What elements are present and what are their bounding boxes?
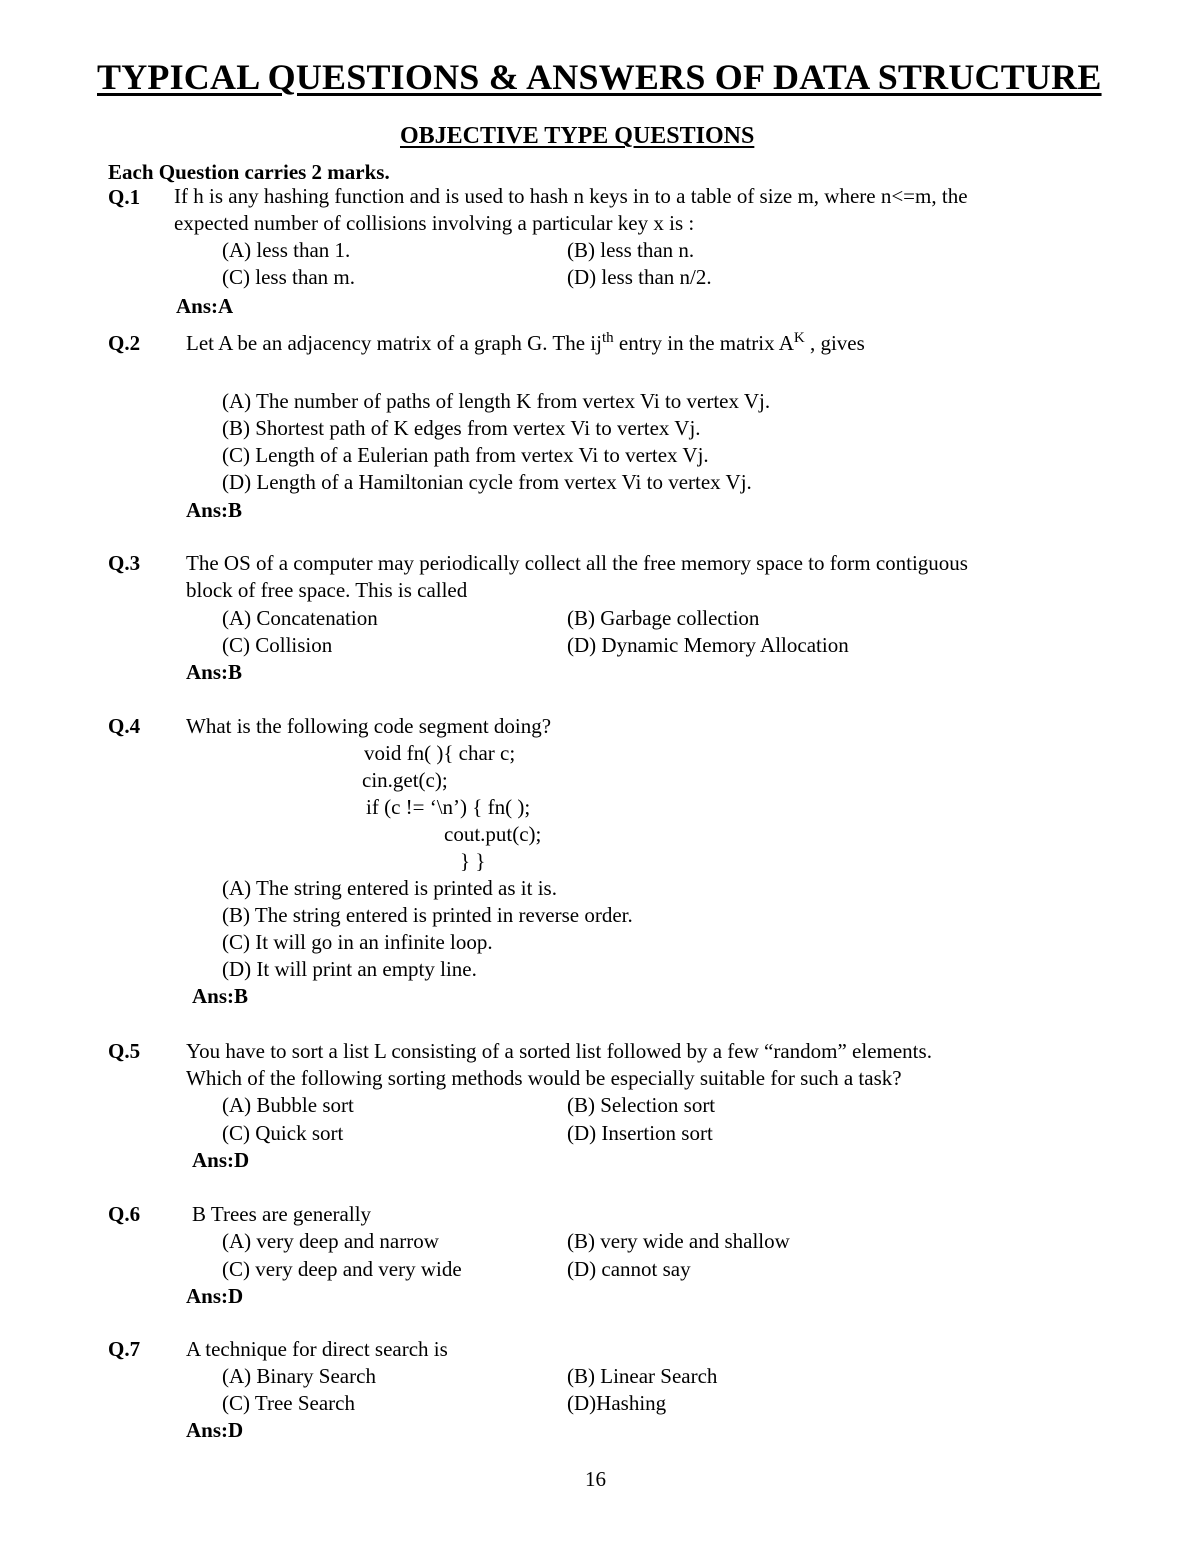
option-c	[222, 1256, 462, 1283]
question-label: Q.2	[108, 331, 141, 355]
answer: Ans:B	[186, 498, 243, 522]
option-c	[222, 264, 355, 291]
code-line: } }	[460, 849, 486, 873]
option-c	[222, 1390, 355, 1417]
option-text: less than m.	[255, 265, 355, 289]
option-text: Dynamic Memory Allocation	[601, 633, 849, 657]
option-text: less than n.	[600, 238, 695, 262]
option-a	[222, 388, 770, 415]
question-label: Q.6	[108, 1202, 141, 1226]
option-text: Hashing	[596, 1391, 667, 1415]
option-letter: (A)	[222, 876, 252, 900]
option-a	[222, 237, 350, 264]
option-letter: (D)	[567, 633, 597, 657]
option-d	[567, 264, 712, 291]
answer: Ans:D	[192, 1148, 250, 1172]
option-letter: (A)	[222, 389, 252, 413]
option-text: Garbage collection	[600, 606, 760, 630]
option-a	[222, 605, 378, 632]
option-text: Binary Search	[256, 1364, 376, 1388]
option-text: Selection sort	[600, 1093, 716, 1117]
option-text: The number of paths of length K from vertex Vi to vertex Vj.	[256, 389, 771, 413]
question-label: Q.3	[108, 551, 141, 575]
option-text: Insertion sort	[601, 1121, 713, 1145]
option-b	[567, 1228, 790, 1255]
option-a	[222, 1228, 439, 1255]
option-d	[567, 1256, 691, 1283]
option-b	[567, 1363, 717, 1390]
option-letter: (D)	[567, 1121, 597, 1145]
question-text-line: A technique for direct search is	[186, 1337, 448, 1361]
question-text-line: expected number of collisions involving a particular key x is :	[174, 211, 695, 235]
answer: Ans:D	[186, 1418, 244, 1442]
option-d	[222, 956, 477, 983]
option-d	[567, 1390, 666, 1417]
option-letter: (C)	[222, 1257, 250, 1281]
superscript: K	[793, 330, 805, 346]
option-a	[222, 875, 557, 902]
option-b	[222, 902, 633, 929]
option-text: very deep and very wide	[255, 1257, 462, 1281]
question-label: Q.5	[108, 1039, 141, 1063]
option-a	[222, 1092, 354, 1119]
section-heading: OBJECTIVE TYPE QUESTIONS	[400, 123, 755, 149]
question-text-line: B Trees are generally	[192, 1202, 372, 1226]
question-text-part: , gives	[804, 331, 865, 355]
superscript: th	[601, 330, 614, 346]
page-number: 16	[585, 1467, 606, 1491]
answer: Ans:B	[186, 660, 243, 684]
option-letter: (D)	[567, 1257, 597, 1281]
question-text-line: You have to sort a list L consisting of a sorted list followed by a few “random” elements.	[186, 1039, 932, 1063]
option-letter: (C)	[222, 1121, 250, 1145]
option-text: The string entered is printed in reverse order.	[254, 903, 633, 927]
question-text-line	[186, 330, 865, 357]
option-text: Collision	[255, 633, 333, 657]
option-a	[222, 1363, 376, 1390]
option-text: It will go in an infinite loop.	[255, 930, 493, 954]
option-letter: (A)	[222, 1364, 252, 1388]
option-letter: (D)	[222, 470, 252, 494]
option-letter: (C)	[222, 265, 250, 289]
option-c	[222, 442, 709, 469]
question-text-part: Let A be an adjacency matrix of a graph G. The ij	[186, 331, 602, 355]
question-text-line: Which of the following sorting methods would be especially suitable for such a task?	[186, 1066, 902, 1090]
option-letter: (A)	[222, 606, 252, 630]
question-text-line: If h is any hashing function and is used to hash n keys in to a table of size m, where n<=m, the	[174, 184, 968, 208]
option-text: It will print an empty line.	[256, 957, 477, 981]
option-letter: (B)	[222, 416, 250, 440]
option-d	[567, 632, 849, 659]
option-text: Tree Search	[254, 1391, 355, 1415]
question-text-line: What is the following code segment doing?	[186, 714, 552, 738]
option-letter: (B)	[567, 606, 595, 630]
option-text: very deep and narrow	[256, 1229, 439, 1253]
option-letter: (B)	[567, 1364, 595, 1388]
option-letter: (C)	[222, 443, 250, 467]
option-letter: (C)	[222, 930, 250, 954]
code-line: cout.put(c);	[444, 822, 542, 846]
option-letter: (D)	[222, 957, 252, 981]
option-d	[567, 1120, 713, 1147]
option-c	[222, 632, 332, 659]
option-letter: (B)	[567, 1229, 595, 1253]
option-letter: (B)	[222, 903, 250, 927]
question-text-line: The OS of a computer may periodically collect all the free memory space to form contiguous	[186, 551, 968, 575]
option-text: Quick sort	[255, 1121, 344, 1145]
page-title: TYPICAL QUESTIONS & ANSWERS OF DATA STRUCTURE	[97, 57, 1102, 97]
option-text: The string entered is printed as it is.	[256, 876, 557, 900]
option-letter: (A)	[222, 238, 252, 262]
answer: Ans:D	[186, 1284, 244, 1308]
option-text: Length of a Hamiltonian cycle from vertex Vi to vertex Vj.	[256, 470, 752, 494]
option-letter: (C)	[222, 1391, 250, 1415]
option-letter: (D)	[567, 1391, 597, 1415]
option-d	[222, 469, 752, 496]
option-text: less than n/2.	[601, 265, 712, 289]
question-label: Q.4	[108, 714, 141, 738]
code-line: cin.get(c);	[362, 768, 448, 792]
option-c	[222, 1120, 343, 1147]
option-text: cannot say	[601, 1257, 691, 1281]
question-text-line: block of free space. This is called	[186, 578, 468, 602]
code-line: if (c != ‘\n’) { fn( );	[366, 795, 531, 819]
option-b	[567, 1092, 715, 1119]
option-letter: (C)	[222, 633, 250, 657]
option-c	[222, 929, 493, 956]
question-label: Q.1	[108, 185, 141, 209]
code-line: void fn( ){ char c;	[364, 741, 516, 765]
marks-note: Each Question carries 2 marks.	[108, 160, 390, 184]
option-b	[567, 605, 759, 632]
option-text: Bubble sort	[256, 1093, 354, 1117]
option-b	[222, 415, 701, 442]
option-text: Shortest path of K edges from vertex Vi to vertex Vj.	[255, 416, 701, 440]
option-letter: (A)	[222, 1229, 252, 1253]
answer: Ans:A	[176, 294, 234, 318]
option-text: very wide and shallow	[600, 1229, 790, 1253]
option-text: less than 1.	[256, 238, 351, 262]
option-letter: (D)	[567, 265, 597, 289]
option-text: Length of a Eulerian path from vertex Vi to vertex Vj.	[255, 443, 709, 467]
option-b	[567, 237, 694, 264]
option-text: Linear Search	[600, 1364, 718, 1388]
question-label: Q.7	[108, 1337, 141, 1361]
question-text-part: entry in the matrix A	[613, 331, 794, 355]
option-text: Concatenation	[256, 606, 378, 630]
option-letter: (A)	[222, 1093, 252, 1117]
option-letter: (B)	[567, 1093, 595, 1117]
option-letter: (B)	[567, 238, 595, 262]
answer: Ans:B	[192, 984, 249, 1008]
